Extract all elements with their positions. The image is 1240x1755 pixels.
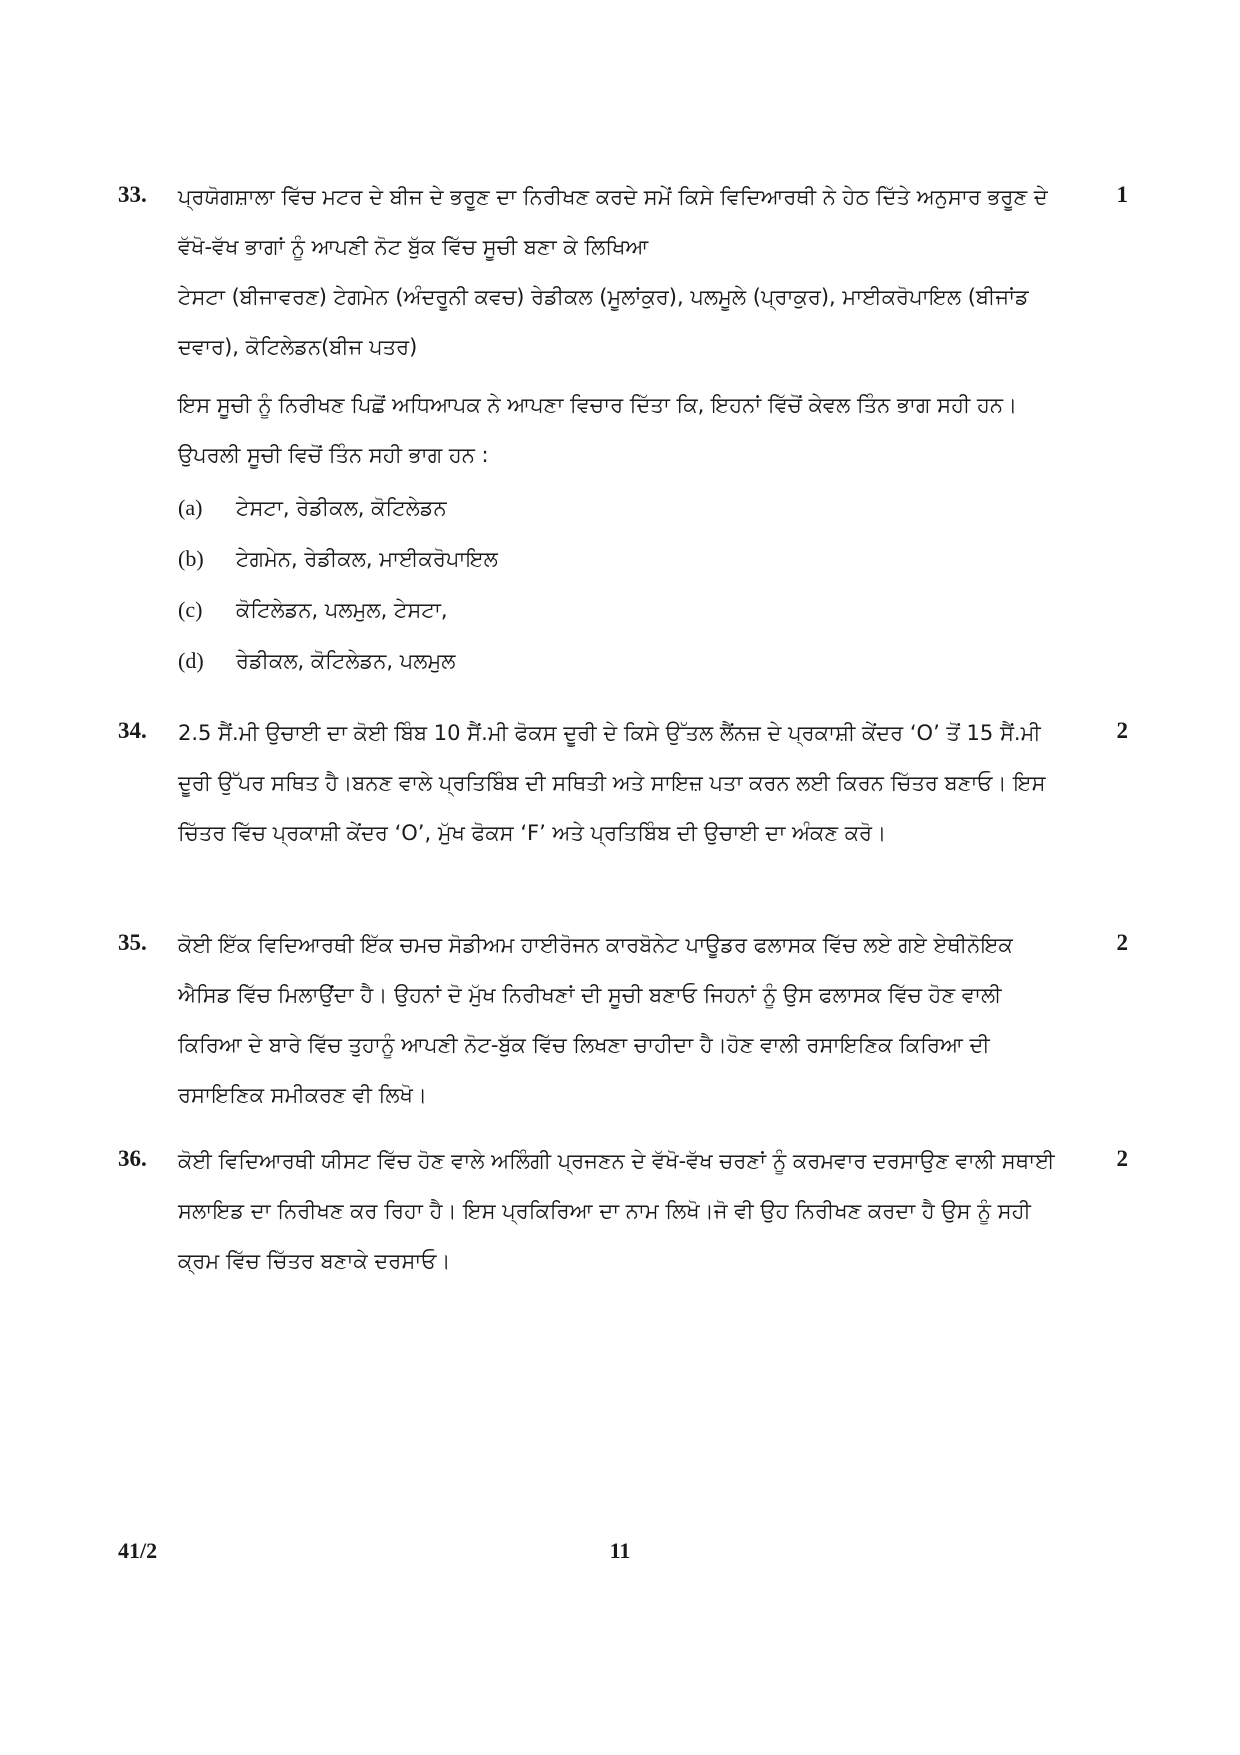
option-text: ਟੇਗਮੇਨ, ਰੇਡੀਕਲ, ਮਾਈਕਰੋਪਾਇਲ xyxy=(236,546,498,571)
option-label: (c) xyxy=(178,596,203,622)
question-marks: 1 xyxy=(1116,182,1128,207)
question-text: ਪ੍ਰਯੋਗਸ਼ਾਲਾ ਵਿੱਚ ਮਟਰ ਦੇ ਬੀਜ ਦੇ ਭਰੂਣ ਦਾ ਨਿਰੀਖਣ ਕਰਦੇ ਸਮੇਂ ਕਿਸੇ ਵਿਦਿਆਰਥੀ ਨੇ ਹੇਠ ਦਿੱਤੇ ਅਨੁਸਾਰ ਭਰੂਣ ਦੇ ਵੱਖੋ-ਵੱਖ ਭਾਗਾਂ ਨੂੰ ਆਪਣੀ ਨੋਟ ਬੁੱਕ ਵਿੱਚ ਸੂਚੀ ਬਣਾ ਕੇ ਲਿਖਿਆ xyxy=(178,185,1048,259)
question-35 xyxy=(118,920,1128,1120)
question-text: ਕੋਈ ਇੱਕ ਵਿਦਿਆਰਥੀ ਇੱਕ ਚਮਚ ਸੋਡੀਅਮ ਹਾਈਰੋਜਨ ਕਾਰਬੋਨੇਟ ਪਾਊਡਰ ਫਲਾਸਕ ਵਿੱਚ ਲਏ ਗਏ ਏਥੀਨੋਇਕ ਐਸਿਡ ਵਿੱਚ ਮਿਲਾਉਂਦਾ ਹੈ। ਉਹਨਾਂ ਦੋ ਮੁੱਖ ਨਿਰੀਖਣਾਂ ਦੀ ਸੂਚੀ ਬਣਾਓ ਜਿਹਨਾਂ ਨੂੰ ਉਸ ਫਲਾਸਕ ਵਿੱਚ ਹੋਣ ਵਾਲੀ ਕਿਰਿਆ ਦੇ ਬਾਰੇ ਵਿੱਚ ਤੁਹਾਨੂੰ ਆਪਣੀ ਨੋਟ-ਬੁੱਕ ਵਿੱਚ ਲਿਖਣਾ ਚਾਹੀਦਾ ਹੈ।ਹੋਣ ਵਾਲੀ ਰਸਾਇਣਿਕ ਕਿਰਿਆ ਦੀ ਰਸਾਇਣਿਕ ਸਮੀਕਰਣ ਵੀ ਲਿਖੋ। xyxy=(178,933,1013,1107)
option-b xyxy=(178,533,1068,584)
question-body xyxy=(178,172,1068,686)
question-marks: 2 xyxy=(1116,1146,1128,1171)
question-number: 35. xyxy=(118,930,147,955)
option-a xyxy=(178,482,1068,533)
options-list xyxy=(178,482,1068,686)
paper-code: 41/2 xyxy=(118,1538,158,1563)
question-body xyxy=(178,1136,1068,1286)
question-36 xyxy=(118,1136,1128,1286)
question-34 xyxy=(118,708,1128,858)
option-d xyxy=(178,635,1068,686)
question-text: 2.5 ਸੈਂ.ਮੀ ਉਚਾਈ ਦਾ ਕੋਈ ਬਿੰਬ 10 ਸੈਂ.ਮੀ ਫੋਕਸ ਦੂਰੀ ਦੇ ਕਿਸੇ ਉੱਤਲ ਲੈਂਨਜ਼ ਦੇ ਪ੍ਰਕਾਸ਼ੀ ਕੇਂਦਰ ‘O’ ਤੋਂ 15 ਸੈਂ.ਮੀ ਦੂਰੀ ਉੱਪਰ ਸਥਿਤ ਹੈ।ਬਨਣ ਵਾਲੇ ਪ੍ਰਤਿਬਿੰਬ ਦੀ ਸਥਿਤੀ ਅਤੇ ਸਾਇਜ਼ ਪਤਾ ਕਰਨ ਲਈ ਕਿਰਨ ਚਿੱਤਰ ਬਣਾਓ। ਇਸ ਚਿੱਤਰ ਵਿੱਚ ਪ੍ਰਕਾਸ਼ੀ ਕੇਂਦਰ ‘O’, ਮੁੱਖ ਫੋਕਸ ‘F’ ਅਤੇ ਪ੍ਰਤਿਬਿੰਬ ਦੀ ਉਚਾਈ ਦਾ ਅੰਕਣ ਕਰੋ। xyxy=(178,721,1046,845)
option-text: ਰੇਡੀਕਲ, ਕੋਟਿਲੇਡਨ, ਪਲਮੁਲ xyxy=(236,648,456,673)
page-number: 11 xyxy=(609,1538,631,1563)
question-marks: 2 xyxy=(1116,930,1128,955)
question-33 xyxy=(118,172,1128,686)
question-body xyxy=(178,920,1068,1120)
option-label: (a) xyxy=(178,494,203,520)
question-number: 33. xyxy=(118,182,147,207)
question-text: ਇਸ ਸੂਚੀ ਨੂੰ ਨਿਰੀਖਣ ਪਿਛੋਂ ਅਧਿਆਪਕ ਨੇ ਆਪਣਾ ਵਿਚਾਰ ਦਿੱਤਾ ਕਿ, ਇਹਨਾਂ ਵਿੱਚੋਂ ਕੇਵਲ ਤਿੰਨ ਭਾਗ ਸਹੀ ਹਨ। ਉਪਰਲੀ ਸੂਚੀ ਵਿਚੋਂ ਤਿੰਨ ਸਹੀ ਭਾਗ ਹਨ : xyxy=(178,393,1018,467)
option-label: (b) xyxy=(178,545,204,571)
question-number: 34. xyxy=(118,718,147,743)
question-marks: 2 xyxy=(1116,718,1128,743)
question-body xyxy=(178,708,1068,858)
question-text: ਕੋਈ ਵਿਦਿਆਰਥੀ ਯੀਸਟ ਵਿੱਚ ਹੋਣ ਵਾਲੇ ਅਲਿੰਗੀ ਪ੍ਰਜਣਨ ਦੇ ਵੱਖੋ-ਵੱਖ ਚਰਣਾਂ ਨੂੰ ਕਰਮਵਾਰ ਦਰਸਾਉਣ ਵਾਲੀ ਸਥਾਈ ਸਲਾਇਡ ਦਾ ਨਿਰੀਖਣ ਕਰ ਰਿਹਾ ਹੈ। ਇਸ ਪ੍ਰਕਿਰਿਆ ਦਾ ਨਾਮ ਲਿਖੋ।ਜੋ ਵੀ ਉਹ ਨਿਰੀਖਣ ਕਰਦਾ ਹੈ ਉਸ ਨੂੰ ਸਹੀ ਕ੍ਰਮ ਵਿੱਚ ਚਿੱਤਰ ਬਣਾਕੇ ਦਰਸਾਓ। xyxy=(178,1149,1055,1273)
question-text: ਟੇਸਟਾ (ਬੀਜਾਵਰਣ) ਟੇਗਮੇਨ (ਅੰਦਰੂਨੀ ਕਵਚ) ਰੇਡੀਕਲ (ਮੂਲਾਂਕੁਰ), ਪਲਮੂਲੇ (ਪ੍ਰਾਕੁਰ), ਮਾਈਕਰੋਪਾਇਲ (ਬੀਜਾਂਡ ਦਵਾਰ), ਕੋਟਿਲੇਡਨ(ਬੀਜ ਪਤਰ) xyxy=(178,285,1029,359)
option-text: ਟੇਸਟਾ, ਰੇਡੀਕਲ, ਕੋਟਿਲੇਡਨ xyxy=(236,495,447,520)
option-label: (d) xyxy=(178,647,204,673)
option-c xyxy=(178,584,1068,635)
option-text: ਕੋਟਿਲੇਡਨ, ਪਲਮੁਲ, ਟੇਸਟਾ, xyxy=(236,597,448,622)
question-number: 36. xyxy=(118,1146,147,1171)
